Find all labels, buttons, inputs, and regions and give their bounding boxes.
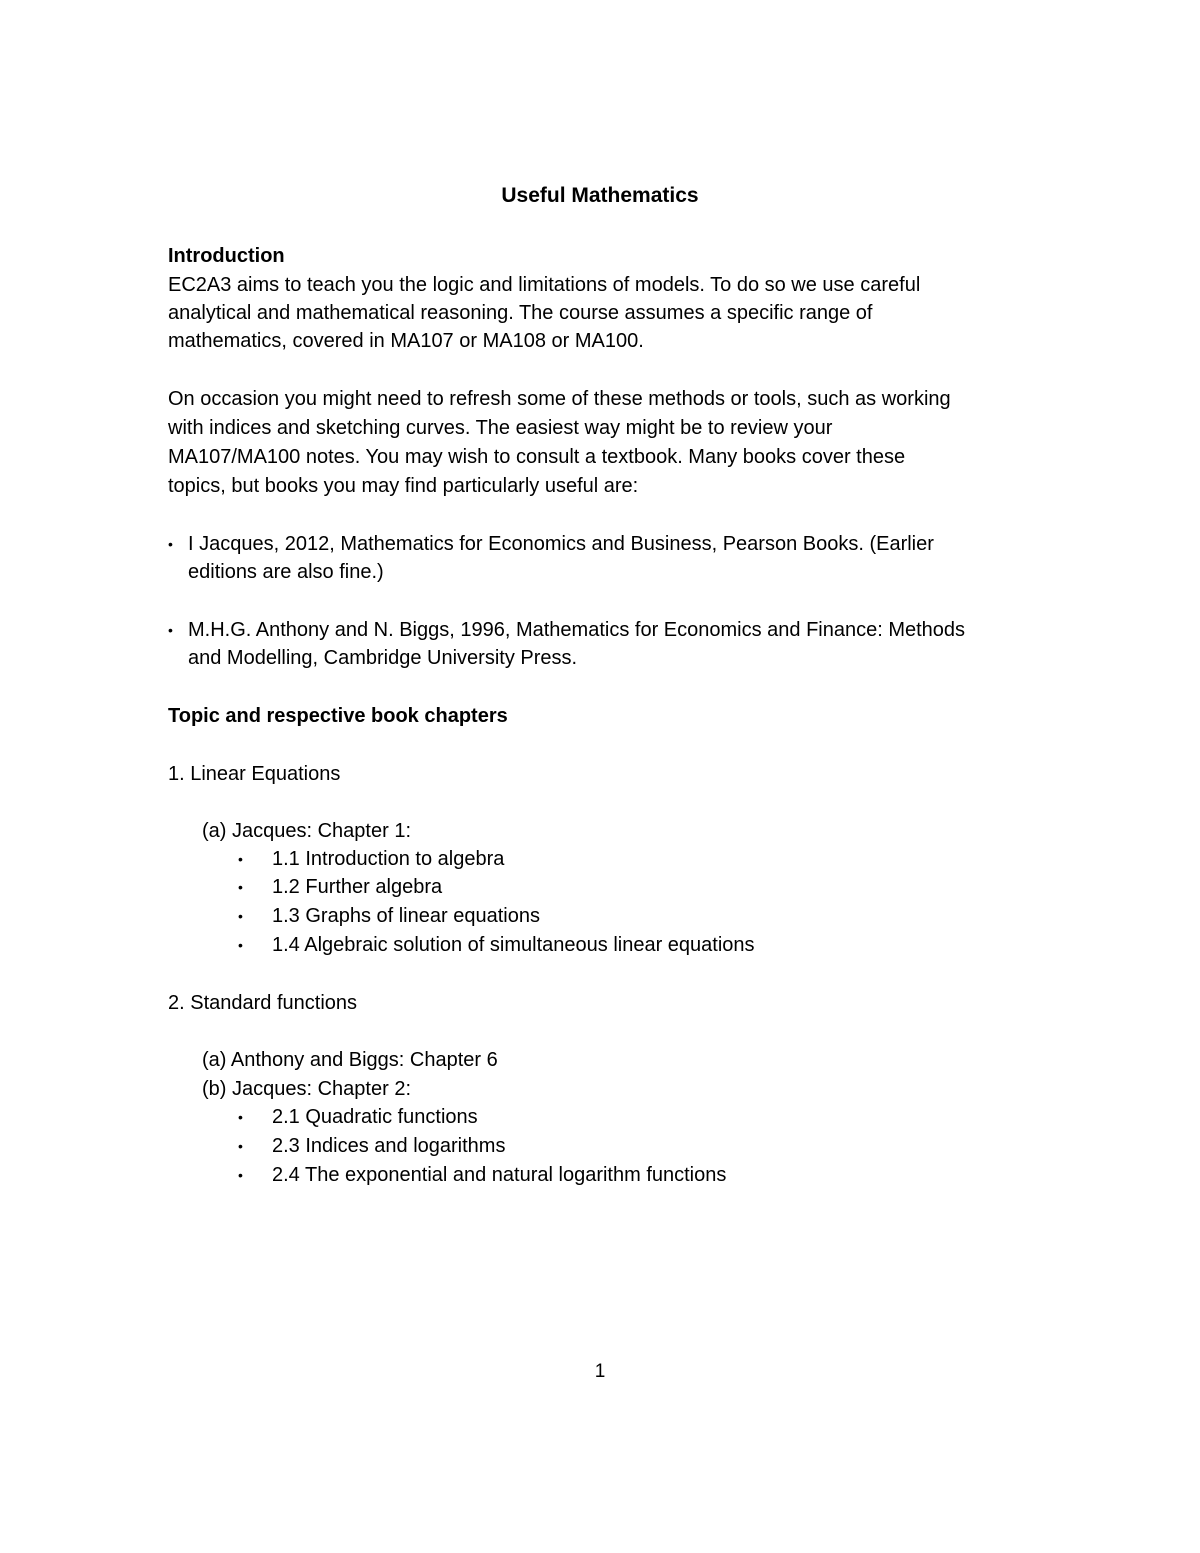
- bullet-icon: •: [238, 908, 243, 924]
- intro-para1-line: mathematics, covered in MA107 or MA108 or MA100.: [168, 330, 644, 352]
- topics-heading: Topic and respective book chapters: [168, 705, 508, 727]
- chapter-item: 2.1 Quadratic functions: [272, 1106, 478, 1128]
- book-entry-line: and Modelling, Cambridge University Press.: [188, 647, 578, 669]
- bullet-icon: •: [238, 851, 243, 867]
- page-number: 1: [594, 1361, 606, 1382]
- bullet-icon: •: [168, 536, 173, 552]
- bullet-icon: •: [238, 1138, 243, 1154]
- intro-para1-line: EC2A3 aims to teach you the logic and limitations of models. To do so we use careful: [168, 274, 921, 296]
- chapter-item: 1.2 Further algebra: [272, 876, 443, 898]
- intro-para2-line: with indices and sketching curves. The easiest way might be to review your: [168, 417, 833, 439]
- intro-heading: Introduction: [168, 245, 285, 267]
- chapter-item: 2.4 The exponential and natural logarithm functions: [272, 1164, 727, 1186]
- intro-para1-line: analytical and mathematical reasoning. The course assumes a specific range of: [168, 302, 873, 324]
- book-entry-line: M.H.G. Anthony and N. Biggs, 1996, Mathematics for Economics and Finance: Methods: [188, 619, 966, 641]
- topic-title: 2. Standard functions: [168, 992, 358, 1014]
- chapter-item: 1.4 Algebraic solution of simultaneous linear equations: [272, 934, 755, 956]
- bullet-icon: •: [168, 622, 173, 638]
- topic-title: 1. Linear Equations: [168, 763, 341, 785]
- book-entry-line: editions are also fine.): [188, 561, 384, 583]
- topic-reference: (a) Jacques: Chapter 1:: [202, 820, 411, 842]
- page-title: Useful Mathematics: [501, 184, 699, 207]
- topic-reference: (a) Anthony and Biggs: Chapter 6: [202, 1049, 498, 1071]
- intro-para2-line: MA107/MA100 notes. You may wish to consult a textbook. Many books cover these: [168, 446, 906, 468]
- topic-reference: (b) Jacques: Chapter 2:: [202, 1078, 411, 1100]
- bullet-icon: •: [238, 1167, 243, 1183]
- intro-para2-line: On occasion you might need to refresh some of these methods or tools, such as working: [168, 388, 951, 410]
- chapter-item: 1.1 Introduction to algebra: [272, 848, 505, 870]
- book-entry-line: I Jacques, 2012, Mathematics for Economics and Business, Pearson Books. (Earlier: [188, 533, 934, 555]
- chapter-item: 1.3 Graphs of linear equations: [272, 905, 540, 927]
- bullet-icon: •: [238, 937, 243, 953]
- bullet-icon: •: [238, 879, 243, 895]
- chapter-item: 2.3 Indices and logarithms: [272, 1135, 506, 1157]
- intro-para2-line: topics, but books you may find particularly useful are:: [168, 475, 639, 497]
- bullet-icon: •: [238, 1109, 243, 1125]
